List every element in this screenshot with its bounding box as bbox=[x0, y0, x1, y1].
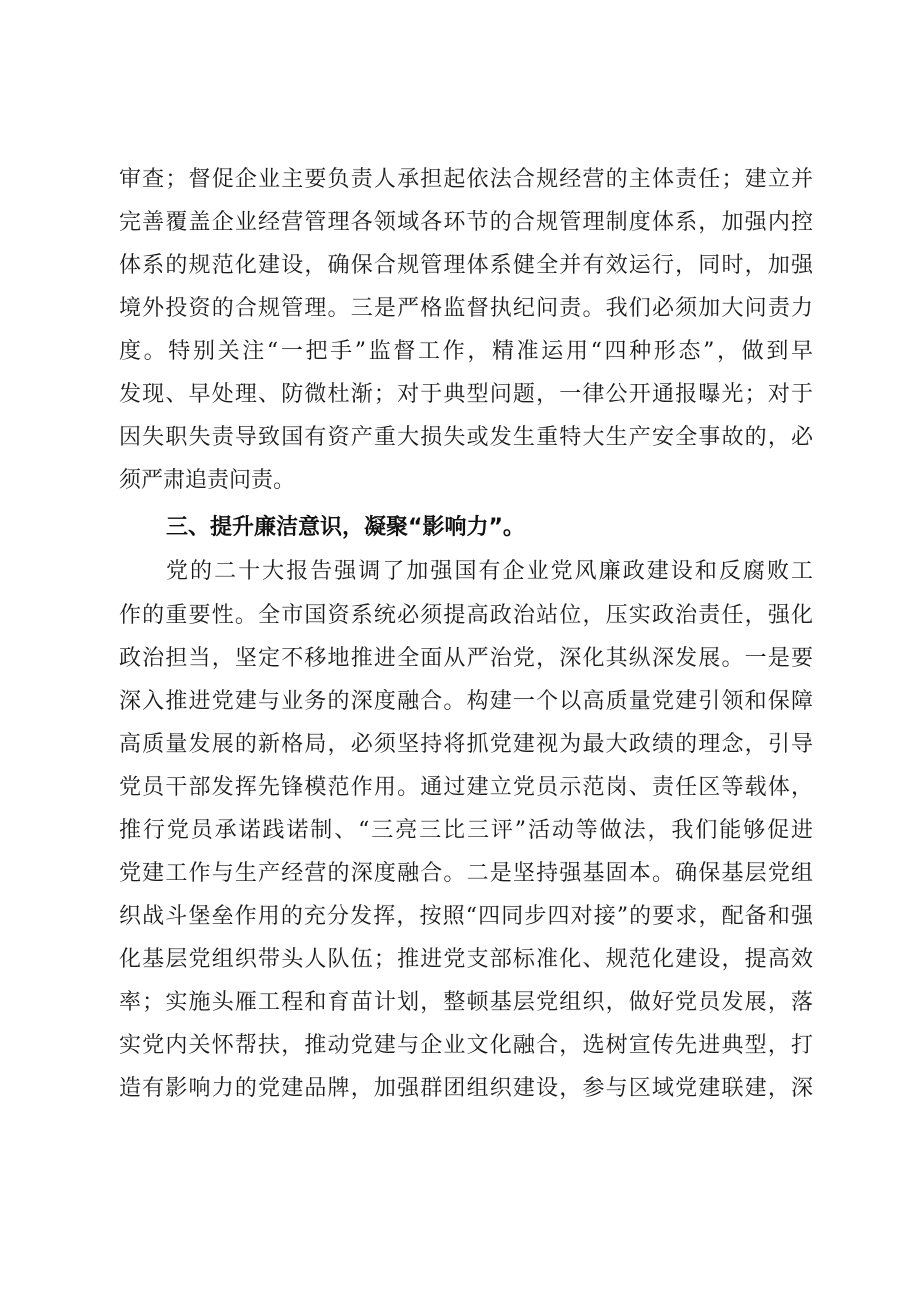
paragraph-2-line: 实党内关怀帮扶，推动党建与企业文化融合，选树宣传先进典型，打 bbox=[119, 1033, 813, 1058]
paragraph-2-line: 造有影响力的党建品牌，加强群团组织建设，参与区域党建联建，深 bbox=[119, 1076, 813, 1101]
paragraph-2-line: 推行党员承诺践诺制、“三亮三比三评”活动等做法，我们能够促进 bbox=[119, 818, 813, 843]
paragraph-1-line: 须严肃追责问责。 bbox=[119, 468, 296, 493]
section-heading: 三、提升廉洁意识，凝聚“影响力”。 bbox=[166, 515, 525, 540]
paragraph-2-line: 作的重要性。全市国资系统必须提高政治站位，压实政治责任，强化 bbox=[119, 603, 813, 628]
paragraph-2-line: 党员干部发挥先锋模范作用。通过建立党员示范岗、责任区等载体， bbox=[119, 775, 813, 800]
paragraph-2-line: 深入推进党建与业务的深度融合。构建一个以高质量党建引领和保障 bbox=[119, 689, 813, 714]
paragraph-1-line: 体系的规范化建设，确保合规管理体系健全并有效运行，同时，加强 bbox=[119, 253, 813, 278]
paragraph-1-line: 审查；督促企业主要负责人承担起依法合规经营的主体责任；建立并 bbox=[119, 167, 813, 192]
paragraph-1-line: 因失职失责导致国有资产重大损失或发生重特大生产安全事故的，必 bbox=[119, 425, 813, 450]
paragraph-1-line: 完善覆盖企业经营管理各领域各环节的合规管理制度体系，加强内控 bbox=[119, 210, 813, 235]
paragraph-2-line: 高质量发展的新格局，必须坚持将抓党建视为最大政绩的理念，引导 bbox=[119, 732, 813, 757]
paragraph-2-line: 化基层党组织带头人队伍；推进党支部标准化、规范化建设，提高效 bbox=[119, 947, 813, 972]
paragraph-2-line: 率；实施头雁工程和育苗计划，整顿基层党组织，做好党员发展，落 bbox=[119, 990, 813, 1015]
paragraph-2-line: 织战斗堡垒作用的充分发挥，按照“四同步四对接”的要求，配备和强 bbox=[119, 904, 813, 929]
paragraph-2-line: 党建工作与生产经营的深度融合。二是坚持强基固本。确保基层党组 bbox=[119, 861, 813, 886]
paragraph-2-line: 政治担当，坚定不移地推进全面从严治党，深化其纵深发展。一是要 bbox=[119, 646, 813, 671]
paragraph-1-line: 境外投资的合规管理。三是严格监督执纪问责。我们必须加大问责力 bbox=[119, 296, 813, 321]
paragraph-1-line: 度。特别关注“一把手”监督工作，精准运用“四种形态”，做到早 bbox=[119, 339, 813, 364]
paragraph-2-line: 党的二十大报告强调了加强国有企业党风廉政建设和反腐败工 bbox=[166, 559, 813, 584]
paragraph-1-line: 发现、早处理、防微杜渐；对于典型问题，一律公开通报曝光；对于 bbox=[119, 382, 813, 407]
